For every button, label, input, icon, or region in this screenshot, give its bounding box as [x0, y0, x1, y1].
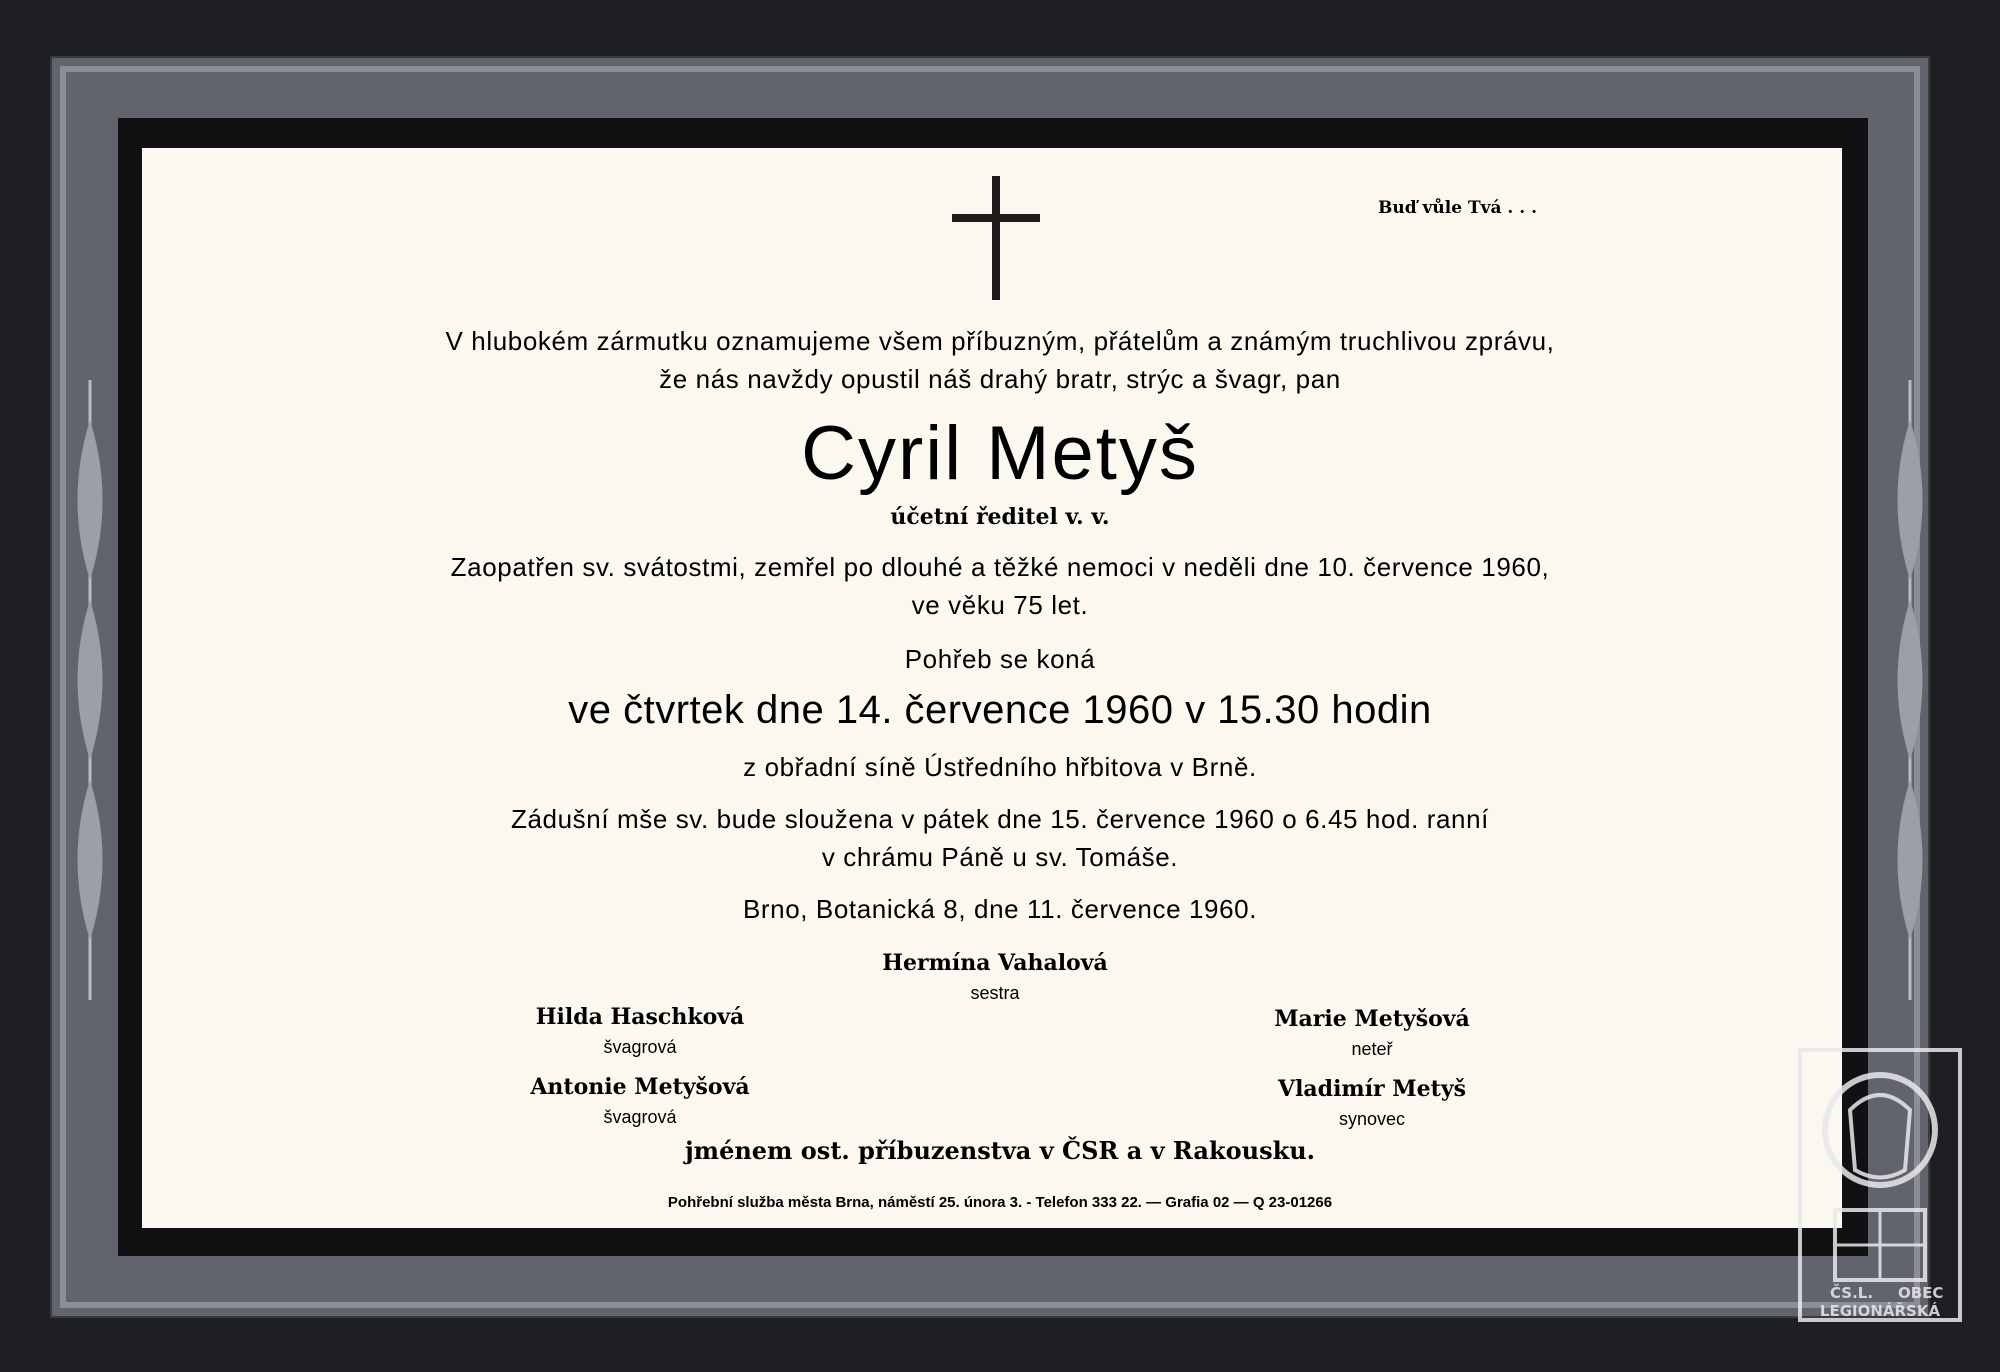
- mourner-name: Marie Metyšová: [1274, 1006, 1470, 1032]
- seal-text-2: OBEC: [1898, 1284, 1944, 1302]
- cross-icon: [992, 176, 1000, 300]
- mourner-relation: synovec: [1338, 1109, 1406, 1129]
- border-stripe-top: [60, 66, 1920, 72]
- mourner-relation: švagrová: [603, 1107, 677, 1127]
- seal-text-1: ČS.L.: [1830, 1284, 1874, 1302]
- death-line-2: ve věku 75 let.: [911, 590, 1089, 620]
- mourner-name: Hermína Vahalová: [882, 950, 1108, 976]
- seal-text-3: LEGIONÁŘSKÁ: [1819, 1302, 1941, 1320]
- mourner-name: Hilda Haschková: [535, 1004, 745, 1030]
- mourner-relation: švagrová: [603, 1037, 677, 1057]
- legion-seal-watermark: [1790, 1040, 1970, 1330]
- closing-line: jménem ost. příbuzenstva v ČSR a v Rakousku.: [684, 1136, 1316, 1165]
- mourner-name: Antonie Metyšová: [530, 1074, 750, 1100]
- mourner-relation: neteř: [1351, 1039, 1393, 1059]
- mass-line-2: v chrámu Páně u sv. Tomáše.: [821, 842, 1179, 872]
- mourner-name: Vladimír Metyš: [1278, 1076, 1466, 1102]
- place-date: Brno, Botanická 8, dne 11. července 1960.: [742, 894, 1258, 924]
- deceased-name: Cyril Metyš: [801, 411, 1199, 496]
- funeral-where: z obřadní síně Ústředního hřbitova v Brně.: [743, 752, 1257, 782]
- funeral-when: ve čtvrtek dne 14. července 1960 v 15.30 hodin: [568, 688, 1432, 732]
- motto: Buď vůle Tvá . . .: [1378, 198, 1538, 218]
- intro-line-1: V hlubokém zármutku oznamujeme všem příbuzným, přátelům a známým truchlivou zprávu,: [445, 326, 1555, 356]
- printer-footer: Pohřební služba města Brna, náměstí 25. února 3. - Telefon 333 22. — Grafia 02 — Q 23-01266: [667, 1194, 1333, 1211]
- intro-line-2: že nás navždy opustil náš drahý bratr, strýc a švagr, pan: [659, 364, 1341, 394]
- mourner-relation: sestra: [970, 983, 1020, 1003]
- cross-icon-bar: [952, 214, 1040, 222]
- deceased-title: účetní ředitel v. v.: [890, 504, 1110, 530]
- funeral-label: Pohřeb se koná: [904, 644, 1096, 674]
- border-stripe-bottom: [60, 1302, 1920, 1308]
- mass-line-1: Zádušní mše sv. bude sloužena v pátek dne 15. července 1960 o 6.45 hod. ranní: [511, 804, 1489, 834]
- death-line-1: Zaopatřen sv. svátostmi, zemřel po dlouhé a těžké nemoci v neděli dne 10. července 1960,: [450, 552, 1550, 582]
